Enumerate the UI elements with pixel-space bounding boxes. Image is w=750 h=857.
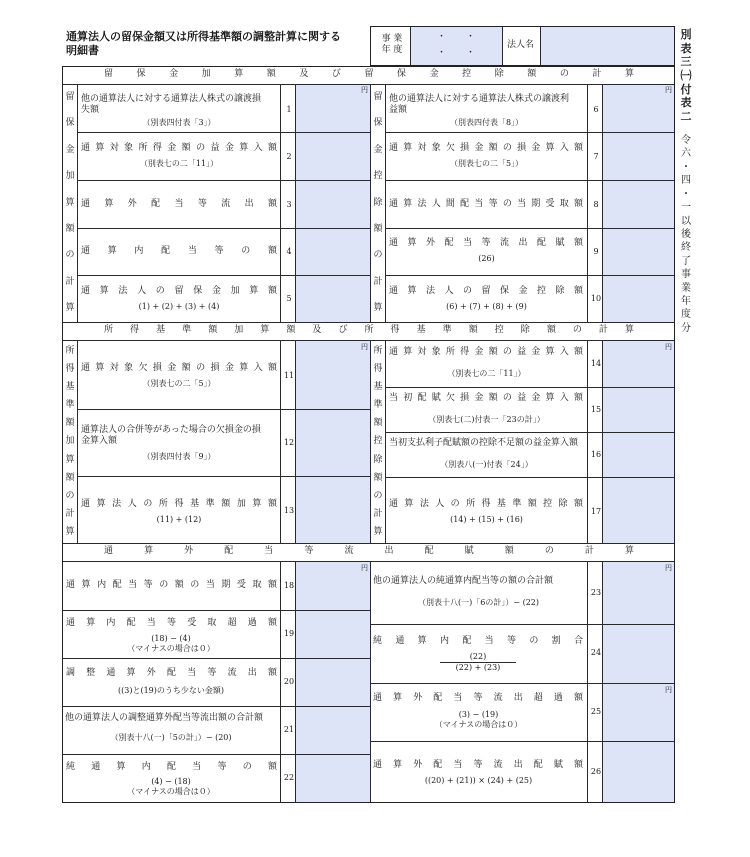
corp-name-input[interactable] bbox=[541, 27, 674, 65]
row-22-formula: (4) − (18) bbox=[151, 777, 191, 786]
row-7-number: 7 bbox=[593, 152, 599, 161]
input-13[interactable] bbox=[296, 477, 370, 543]
row-16-label: 当初支払利子配賦額の控除不足額の益金算入額 bbox=[389, 438, 579, 448]
row-10-formula: (6) + (7) + (8) + (9) bbox=[446, 302, 527, 311]
row-25-number: 25 bbox=[590, 707, 602, 716]
row-6-ref: （別表四付表「8」） bbox=[449, 118, 524, 127]
row-12-ref: （別表四付表「9」） bbox=[142, 452, 216, 461]
row-16-ref: （別表八(一)付表「24」） bbox=[440, 460, 533, 469]
input-9[interactable] bbox=[603, 229, 674, 275]
input-21[interactable] bbox=[296, 707, 370, 754]
row-24-denominator: (22) + (23) bbox=[440, 662, 516, 673]
row-5-label: 通算法人の留保金加算額 bbox=[81, 286, 277, 296]
row-22-number: 22 bbox=[283, 773, 295, 782]
side-group-3: 所 得 基 準 額 加 算 額 の 計 算 bbox=[65, 346, 75, 537]
input-15[interactable] bbox=[603, 388, 674, 432]
period-dot-1: ・ bbox=[437, 32, 447, 42]
row-2-ref: （別表七の二「11」） bbox=[139, 159, 219, 168]
row-25-label: 通算外配当等流出超過額 bbox=[373, 693, 583, 703]
side-period-note: 令 六 ・ 四 ・ 一 以 後 終 了 事 業 年 度 分 bbox=[681, 135, 691, 334]
row-7-ref: （別表七の二「5」） bbox=[449, 159, 524, 168]
row-1-ref: （別表四付表「3」） bbox=[142, 118, 216, 127]
row-13-formula: (11) + (12) bbox=[156, 515, 202, 524]
row-8-number: 8 bbox=[593, 200, 599, 209]
row-13-label: 通算法人の所得基準額加算額 bbox=[81, 499, 277, 509]
input-17[interactable] bbox=[603, 478, 674, 543]
input-3[interactable] bbox=[296, 181, 370, 228]
row-10-label: 通算法人の留保金控除額 bbox=[389, 286, 583, 296]
period-dot-2: ・ bbox=[466, 32, 476, 42]
row-5-formula: (1) + (2) + (3) + (4) bbox=[138, 302, 220, 311]
row-26-number: 26 bbox=[590, 767, 602, 776]
row-17-number: 17 bbox=[590, 507, 602, 516]
row-20-label: 調整通算外配当等流出額 bbox=[66, 668, 277, 678]
corp-name-label: 法人名 bbox=[507, 40, 535, 50]
row-9-number: 9 bbox=[593, 247, 599, 256]
side-group-1: 留 保 金 加 算 額 の 計 算 bbox=[65, 92, 75, 313]
row-24-numerator: (22) bbox=[469, 652, 487, 661]
row-9-ref: (26) bbox=[478, 254, 495, 263]
input-12[interactable] bbox=[296, 410, 370, 476]
side-group-4: 所 得 基 準 額 控 除 額 の 計 算 bbox=[373, 346, 383, 537]
row-14-number: 14 bbox=[590, 359, 602, 368]
unit-yen: 円 bbox=[361, 343, 368, 351]
section-title-2: 所得基準額加算額及び所得基準額控除額の計算 bbox=[104, 325, 634, 335]
row-23-ref: （別表十八(一)「6の計」）− (22) bbox=[418, 598, 539, 607]
unit-yen: 円 bbox=[665, 564, 672, 572]
form-title: 通算法人の留保金額又は所得基準額の調整計算に関する 明細書 bbox=[66, 30, 341, 57]
row-12-number: 12 bbox=[283, 438, 295, 447]
row-8-label: 通算法人間配当等の当期受取額 bbox=[389, 199, 583, 209]
row-20-formula: ((3)と(19)のうち少ない金額) bbox=[118, 686, 224, 695]
unit-yen: 円 bbox=[361, 564, 368, 572]
input-6[interactable] bbox=[603, 85, 674, 132]
period-dot-4: ・ bbox=[466, 48, 476, 58]
row-4-number: 4 bbox=[286, 247, 292, 256]
row-12-label-2: 金算入額 bbox=[81, 436, 118, 446]
input-20[interactable] bbox=[296, 659, 370, 706]
row-16-number: 16 bbox=[590, 450, 602, 459]
unit-yen: 円 bbox=[361, 86, 368, 94]
row-15-number: 15 bbox=[590, 405, 602, 414]
input-23[interactable] bbox=[603, 562, 674, 624]
row-26-label: 通算外配当等流出配賦額 bbox=[373, 760, 583, 770]
row-26-formula: ((20) + (21)) × (24) + (25) bbox=[424, 776, 533, 785]
period-input[interactable] bbox=[411, 27, 502, 65]
row-23-label: 他の通算法人の純通算内配当等の額の合計額 bbox=[373, 576, 554, 586]
input-11[interactable] bbox=[296, 341, 370, 409]
row-1-number: 1 bbox=[286, 105, 292, 114]
side-form-label: 別 表 三 ㈠ 付 表 二 bbox=[680, 28, 692, 123]
row-23-number: 23 bbox=[590, 588, 602, 597]
input-2[interactable] bbox=[296, 133, 370, 180]
row-19-label: 通算内配当等受取超過額 bbox=[66, 618, 277, 628]
input-26[interactable] bbox=[603, 742, 674, 802]
row-14-ref: （別表七の二「11」） bbox=[447, 369, 526, 378]
input-14[interactable] bbox=[603, 341, 674, 387]
row-21-label: 他の通算法人の調整通算外配当等流出額の合計額 bbox=[65, 713, 264, 723]
row-4-label: 通算内配当等の額 bbox=[81, 246, 277, 256]
row-11-number: 11 bbox=[283, 371, 295, 380]
row-10-number: 10 bbox=[590, 294, 602, 303]
row-3-number: 3 bbox=[286, 200, 292, 209]
row-24-label: 純通算内配当等の割合 bbox=[373, 636, 583, 646]
row-21-ref: （別表十八(一)「5の計」）− (20) bbox=[110, 733, 232, 742]
input-4[interactable] bbox=[296, 229, 370, 275]
row-19-formula: (18) − (4) bbox=[151, 634, 191, 643]
side-group-2: 留 保 金 控 除 額 の 計 算 bbox=[373, 92, 383, 313]
unit-yen: 円 bbox=[665, 86, 672, 94]
row-15-ref: （別表七(二)付表一「23の計」） bbox=[428, 415, 545, 424]
row-14-label: 通算対象所得金額の益金算入額 bbox=[389, 347, 583, 357]
row-24-fraction bbox=[440, 652, 516, 673]
input-16[interactable] bbox=[603, 433, 674, 477]
row-3-label: 通算外配当等流出額 bbox=[81, 199, 277, 209]
section-title-3: 通算外配当等流出配賦額の計算 bbox=[104, 546, 634, 556]
row-7-label: 通算対象欠損金額の損金算入額 bbox=[389, 143, 583, 153]
row-6-number: 6 bbox=[593, 105, 599, 114]
row-11-label: 通算対象欠損金額の損金算入額 bbox=[81, 363, 277, 373]
row-11-ref: （別表七の二「5」） bbox=[142, 379, 216, 388]
unit-yen: 円 bbox=[665, 343, 672, 351]
unit-yen: 円 bbox=[665, 686, 672, 694]
row-18-number: 18 bbox=[283, 581, 295, 590]
row-22-label: 純通算内配当等の額 bbox=[66, 762, 277, 772]
row-9-label: 通算外配当等流出配賦額 bbox=[389, 238, 583, 248]
row-24-number: 24 bbox=[590, 648, 602, 657]
input-10[interactable] bbox=[603, 276, 674, 322]
input-1[interactable] bbox=[296, 85, 370, 132]
input-19[interactable] bbox=[296, 611, 370, 658]
row-6-label-2: 益額 bbox=[389, 105, 408, 115]
row-15-label: 当初配賦欠損金額の益金算入額 bbox=[389, 393, 583, 403]
input-8[interactable] bbox=[603, 181, 674, 228]
section-title-1: 留保金加算額及び留保金控除額の計算 bbox=[104, 69, 634, 79]
row-1-label-2: 失額 bbox=[81, 105, 100, 115]
input-18[interactable] bbox=[296, 562, 370, 610]
row-12-label: 通算法人の合併等があった場合の欠損金の損 bbox=[81, 425, 261, 435]
input-25[interactable] bbox=[603, 684, 674, 741]
row-13-number: 13 bbox=[283, 506, 295, 515]
input-7[interactable] bbox=[603, 133, 674, 180]
row-2-number: 2 bbox=[286, 152, 292, 161]
period-dot-3: ・ bbox=[437, 48, 447, 58]
row-19-number: 19 bbox=[283, 629, 295, 638]
row-25-formula: (3) − (19) bbox=[458, 710, 499, 719]
input-24[interactable] bbox=[603, 625, 674, 683]
row-5-number: 5 bbox=[286, 294, 292, 303]
row-22-note: （マイナスの場合は０） bbox=[127, 787, 215, 796]
period-label: 事 業 年 度 bbox=[381, 34, 403, 55]
row-6-label: 他の通算法人に対する通算法人株式の譲渡利 bbox=[389, 94, 570, 104]
row-17-formula: (14) + (15) + (16) bbox=[450, 515, 523, 524]
row-20-number: 20 bbox=[283, 677, 295, 686]
row-1-label: 他の通算法人に対する通算法人株式の譲渡損 bbox=[81, 94, 262, 104]
row-18-label: 通算内配当等の額の当期受取額 bbox=[66, 580, 277, 590]
input-22[interactable] bbox=[296, 755, 370, 802]
row-2-label: 通算対象所得金額の益金算入額 bbox=[81, 143, 277, 153]
row-19-note: （マイナスの場合は０） bbox=[127, 644, 215, 653]
row-21-number: 21 bbox=[283, 725, 295, 734]
row-17-label: 通算法人の所得基準額控除額 bbox=[389, 499, 583, 509]
row-25-note: （マイナスの場合は０） bbox=[434, 720, 523, 729]
input-5[interactable] bbox=[296, 276, 370, 322]
